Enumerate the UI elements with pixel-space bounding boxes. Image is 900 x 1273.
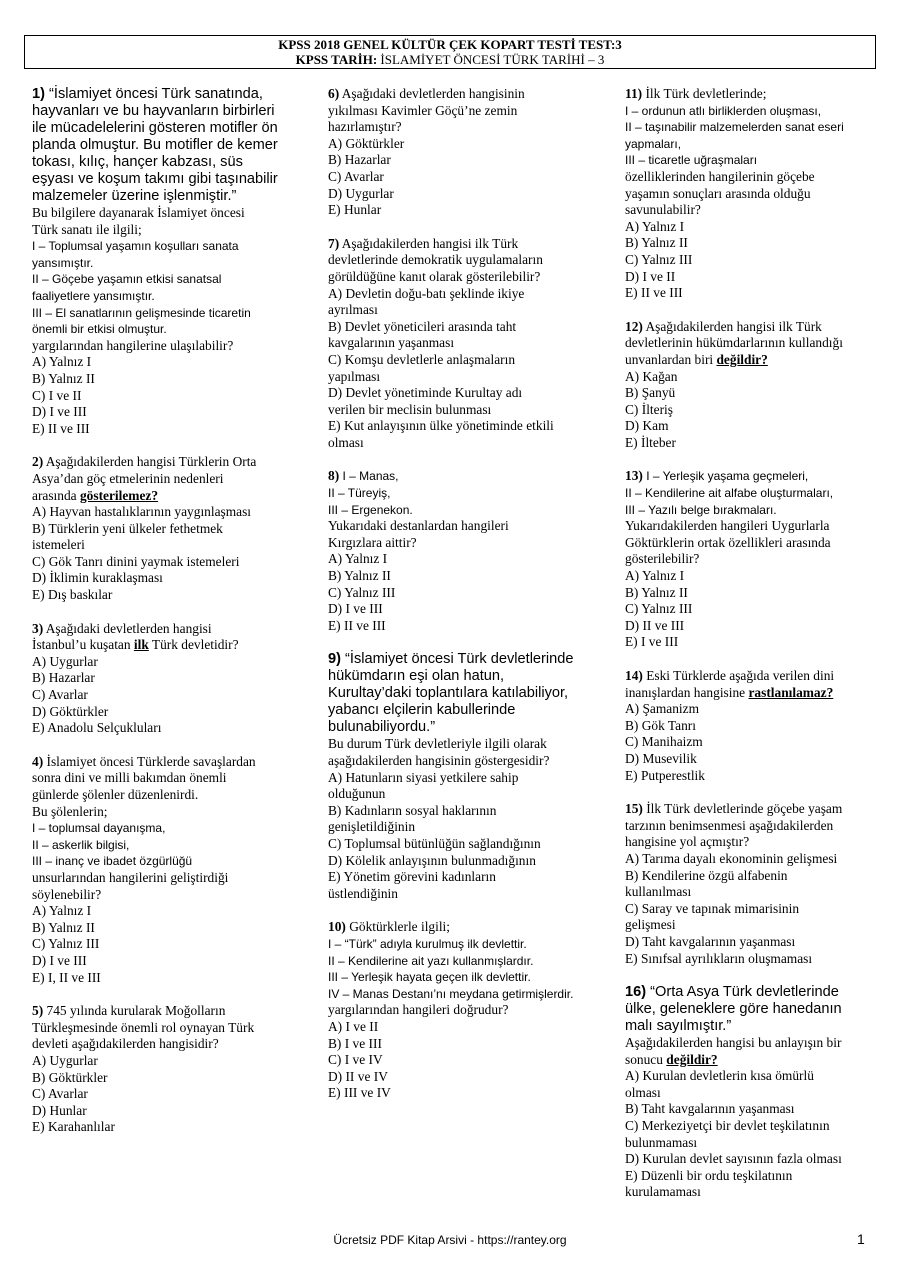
column-1 xyxy=(32,86,304,1153)
option-d[interactable]: D) İklimin kuraklaşması xyxy=(32,570,163,586)
option-c[interactable]: C) İlteriş xyxy=(625,401,673,417)
q16-emphasis: değildir? xyxy=(666,1051,718,1067)
q11-items: I – ordunun atlı birliklerden oluşması, II – taşınabilir malzemelerden sanat eseri yapmaları, III – ticaretle uğraşmaları xyxy=(625,103,844,168)
question-14: 14) Eski Türklerde aşağıda verilen dini inanışlardan hangisine rastlanılamaz? A) Şamanizm B) Gök Tanrı C) Manihaizm D) Musevilik E) Putperestlik xyxy=(625,668,870,784)
option-a[interactable]: A) Şamanizm xyxy=(625,701,700,717)
option-d[interactable]: D) Uygurlar xyxy=(328,185,394,201)
option-e[interactable]: E) Sınıfsal ayrılıkların oluşmaması xyxy=(625,950,813,966)
q1-options xyxy=(32,354,304,437)
option-d[interactable]: D) Kurulan devlet sayısının fazla olması xyxy=(625,1151,842,1167)
q1-items: I – Toplumsal yaşamın koşulları sanata yansımıştır. II – Göçebe yaşamın etkisi sanatsal faaliyetlere yansımıştır. III – El sanatlarının gelişmesinde ticaretin önemli bir etkisi olmuştur. xyxy=(32,239,251,337)
question-16: 16) “Orta Asya Türk devletlerinde ülke, geleneklere göre hanedanın malı sayılmıştır.” Aşağıdakilerden hangisi bu anlayışın bir sonucu değildir? A) Kurulan devletlerin kısa ömürlü olması B) Taht kavgalarının yaşanması C) Merkeziyetçi bir devlet teşkilatının bulunmaması D) Kurulan devlet sayısının fazla olması E) Düzenli bir ordu teşkilatının kurulamaması xyxy=(625,984,870,1201)
option-c[interactable]: C) Yalnız III xyxy=(625,251,693,267)
q2-emphasis: gösterilemez? xyxy=(79,487,159,503)
q13-items: II – Kendilerine ait alfabe oluşturmaları, III – Yazılı belge bırakmaları. xyxy=(625,486,834,517)
option-a[interactable]: A) Uygurlar xyxy=(32,1052,98,1068)
option-c[interactable]: C) Yalnız III xyxy=(625,601,693,617)
question-5: 5) 745 yılında kurularak Moğolların Türkleşmesinde önemli rol oynayan Türk devleti aşağıdakilerden hangisidir? A) Uygurlar B) Göktürkler C) Avarlar D) Hunlar E) Karahanlılar xyxy=(32,1003,304,1136)
question-3: 3) Aşağıdaki devletlerden hangisi İstanbul’u kuşatan ilk Türk devletidir? A) Uygurlar B) Hazarlar C) Avarlar D) Göktürkler E) Anadolu Selçukluları xyxy=(32,621,304,737)
option-b[interactable]: B) I ve III xyxy=(328,1035,382,1051)
option-c[interactable]: C) Manihaizm xyxy=(625,734,703,750)
option-c[interactable]: C) Merkeziyetçi bir devlet teşkilatının xyxy=(625,1118,830,1134)
option-b[interactable]: B) Kendilerine özgü alfabenin xyxy=(625,867,788,883)
option-b[interactable]: B) Gök Tanrı xyxy=(625,717,696,733)
option-c[interactable]: C) I ve IV xyxy=(328,1052,383,1068)
option-d[interactable]: D) Taht kavgalarının yaşanması xyxy=(625,933,796,949)
option-e[interactable]: E) II ve III xyxy=(32,420,90,436)
option-e[interactable]: E) I ve III xyxy=(625,634,679,650)
test-subtitle: KPSS TARİH: İSLAMİYET ÖNCESİ TÜRK TARİHİ – 3 xyxy=(295,52,605,67)
test-header xyxy=(24,35,876,69)
option-b[interactable]: B) Devlet yöneticileri arasında taht xyxy=(328,318,517,334)
option-b[interactable]: B) Yalnız II xyxy=(625,235,688,251)
option-d[interactable]: D) I ve III xyxy=(328,601,383,617)
q1-quote: 1) “İslamiyet öncesi Türk sanatında, hayvanları ve bu hayvanların birbirleri ile mücadelelerini gösteren motifler ön planda olmuştur. Bu motifler de kemer tokası, kılıç, hançer kabzası, süs eşyası ve koşum takımı gibi taşınabilir malzemeler üzerine işlenmiştir.” xyxy=(32,86,278,204)
option-c[interactable]: C) Yalnız III xyxy=(32,936,100,952)
option-b[interactable]: B) Yalnız II xyxy=(32,919,95,935)
option-d[interactable]: D) Hunlar xyxy=(32,1102,87,1118)
option-c[interactable]: C) Avarlar xyxy=(328,168,384,184)
test-title: KPSS 2018 GENEL KÜLTÜR ÇEK KOPART TESTİ TEST:3 xyxy=(278,37,622,52)
option-e[interactable]: E) Anadolu Selçukluları xyxy=(32,720,162,736)
column-2 xyxy=(328,86,578,1119)
option-e[interactable]: E) II ve III xyxy=(328,617,386,633)
q3-emphasis: ilk xyxy=(133,637,149,653)
q1-stem: Bu bilgilere dayanarak İslamiyet öncesi xyxy=(32,205,245,220)
option-b[interactable]: B) Göktürkler xyxy=(32,1069,108,1085)
question-8: 8) I – Manas, II – Türeyiş, III – Ergenekon. Yukarıdaki destanlardan hangileri Kırgızlara aittir? A) Yalnız I B) Yalnız II C) Yalnız III D) I ve III E) II ve III xyxy=(328,468,578,634)
option-a[interactable]: A) Kurulan devletlerin kısa ömürlü xyxy=(625,1068,814,1084)
option-b[interactable]: B) Taht kavgalarının yaşanması xyxy=(625,1101,795,1117)
option-e[interactable]: E) Karahanlılar xyxy=(32,1119,115,1135)
option-d[interactable]: D) I ve II xyxy=(625,268,676,284)
option-b[interactable]: B) Şanyü xyxy=(625,385,676,401)
option-b[interactable]: B) Türklerin yeni ülkeler fethetmek xyxy=(32,520,223,536)
q8-items: II – Türeyiş, III – Ergenekon. xyxy=(328,486,413,517)
q12-emphasis: değildir? xyxy=(716,351,768,367)
option-a[interactable]: A) Yalnız I xyxy=(32,903,92,919)
question-6: 6) Aşağıdaki devletlerden hangisinin yıkılması Kavimler Göçü’ne zemin hazırlamıştır? A) Göktürkler B) Hazarlar C) Avarlar D) Uygurlar E) Hunlar xyxy=(328,86,578,219)
option-c[interactable]: C) Avarlar xyxy=(32,687,88,703)
option-a[interactable]: A) Uygurlar xyxy=(32,653,98,669)
option-e[interactable]: E) I, II ve III xyxy=(32,969,101,985)
q10-items: I – “Türk” adıyla kurulmuş ilk devlettir. II – Kendilerine ait yazı kullanmışlardır. III – Yerleşik hayata geçen ilk devlettir. IV – Manas Destanı’nı meydana getirmişlerdir. xyxy=(328,936,574,1001)
option-d[interactable]: D) Kam xyxy=(625,418,669,434)
option-a[interactable]: A) Hatunların siyasi yetkilere sahip xyxy=(328,769,519,785)
option-e[interactable]: E) Dış baskılar xyxy=(32,587,113,603)
q4-items: I – toplumsal dayanışma, II – askerlik bilgisi, III – inanç ve ibadet özgürlüğü xyxy=(32,821,193,869)
option-a[interactable]: A) Yalnız I xyxy=(328,551,388,567)
question-12: 12) Aşağıdakilerden hangisi ilk Türk devletlerinin hükümdarlarının kullandığı unvanlardan biri değildir? A) Kağan B) Şanyü C) İlteriş D) Kam E) İlteber xyxy=(625,319,870,452)
question-10: 10) Göktürklerle ilgili; I – “Türk” adıyla kurulmuş ilk devlettir. II – Kendilerine ait yazı kullanmışlardır. III – Yerleşik hayata geçen ilk devlettir. IV – Manas Destanı’nı meydana getirmişlerdir. yargılarından hangileri doğrudur? A) I ve II B) I ve III C) I ve IV D) II ve IV E) III ve IV xyxy=(328,919,578,1102)
option-d[interactable]: D) I ve III xyxy=(32,952,87,968)
column-3 xyxy=(625,86,870,1218)
page-number: 1 xyxy=(857,1231,865,1247)
option-c[interactable]: C) I ve II xyxy=(32,387,82,403)
option-c[interactable]: C) Yalnız III xyxy=(328,584,396,600)
option-d[interactable]: D) II ve IV xyxy=(328,1068,388,1084)
option-c[interactable]: C) Gök Tanrı dinini yaymak istemeleri xyxy=(32,553,240,569)
option-a[interactable]: A) I ve II xyxy=(328,1018,379,1034)
question-11: 11) İlk Türk devletlerinde; I – ordunun atlı birliklerden oluşması, II – taşınabilir malzemelerden sanat eseri yapmaları, III – ticaretle uğraşmaları özelliklerinden hangilerinin göçebe yaşamın sonuçları arasında olduğu savunulabilir? A) Yalnız I B) Yalnız II C) Yalnız III D) I ve II E) II ve III xyxy=(625,86,870,302)
option-d[interactable]: D) Göktürkler xyxy=(32,703,109,719)
question-15: 15) İlk Türk devletlerinde göçebe yaşam tarzının benimsenmesi aşağıdakilerden hangisine yol açmıştır? A) Tarıma dayalı ekonominin gelişmesi B) Kendilerine özgü alfabenin kullanılması C) Saray ve tapınak mimarisinin gelişmesi D) Taht kavgalarının yaşanması E) Sınıfsal ayrılıkların oluşmaması xyxy=(625,801,870,967)
option-d[interactable]: D) II ve III xyxy=(625,617,685,633)
question-2: 2) Aşağıdakilerden hangisi Türklerin Orta Asya’dan göç etmelerinin nedenleri arasında gösterilemez? A) Hayvan hastalıklarının yaygınlaşması B) Türklerin yeni ülkeler fethetmek istemeleri C) Gök Tanrı dinini yaymak istemeleri D) İklimin kuraklaşması E) Dış baskılar xyxy=(32,454,304,603)
question-13: 13) I – Yerleşik yaşama geçmeleri, II – Kendilerine ait alfabe oluşturmaları, III – Yazılı belge bırakmaları. Yukarıdakilerden hangileri Uygurlarla Göktürklerin ortak özellikleri arasında gösterilebilir? A) Yalnız I B) Yalnız II C) Yalnız III D) II ve III E) I ve III xyxy=(625,468,870,651)
option-b[interactable]: B) Hazarlar xyxy=(328,152,391,168)
option-b[interactable]: B) Kadınların sosyal haklarının xyxy=(328,802,497,818)
option-a[interactable]: A) Tarıma dayalı ekonominin gelişmesi xyxy=(625,850,838,866)
option-e[interactable]: E) Hunlar xyxy=(328,202,382,218)
option-a[interactable]: A) Hayvan hastalıklarının yaygınlaşması xyxy=(32,504,252,520)
question-4: 4) İslamiyet öncesi Türklerde savaşlardan sonra dini ve milli bakımdan önemli günlerde şölenler düzenlenirdi. Bu şölenlerin; I – toplumsal dayanışma, II – askerlik bilgisi, III – inanç ve ibadet özgürlüğü unsurlarından hangilerini geliştirdiği söylenebilir? A) Yalnız I B) Yalnız II C) Yalnız III D) I ve III E) I, II ve III xyxy=(32,754,304,986)
q9-quote: 9) “İslamiyet öncesi Türk devletlerinde hükümdarın eşi olan hatun, Kurultay’daki toplantılara katılabiliyor, yabancı elçilerin kabullerinde bulunabiliyordu.” xyxy=(328,651,574,736)
option-d[interactable]: D) Musevilik xyxy=(625,750,697,766)
option-b[interactable]: B) Yalnız II xyxy=(328,568,391,584)
option-e[interactable]: E) Putperestlik xyxy=(625,767,705,783)
option-e[interactable]: E) Düzenli bir ordu teşkilatının xyxy=(625,1167,793,1183)
option-d[interactable]: D) Kölelik anlayışının bulunmadığının xyxy=(328,852,536,868)
option-b[interactable]: B) Hazarlar xyxy=(32,670,95,686)
option-c[interactable]: C) Saray ve tapınak mimarisinin xyxy=(625,900,800,916)
option-d[interactable]: D) I ve III xyxy=(32,404,87,420)
question-1: 1) “İslamiyet öncesi Türk sanatında, hayvanları ve bu hayvanların birbirleri ile mücadelelerini gösteren motifler ön planda olmuştur. Bu motifler de kemer tokası, kılıç, hançer kabzası, süs eşyası ve koşum takımı gibi taşınabilir malzemeler üzerine işlenmiştir.” Bu bilgilere dayanarak İslamiyet öncesi Türk sanatı ile ilgili; I – Toplumsal yaşamın koşulları sanata yansımıştır. II – Göçebe yaşamın etkisi sanatsal faaliyetlere yansımıştır. III – El sanatlarının gelişmesinde ticaretin önemli bir etkisi olmuştur. yargılarından hangilerine ulaşılabilir? A) Yalnız I B) Yalnız II C) I ve II D) I ve III E) II ve III xyxy=(32,86,304,437)
option-c[interactable]: C) Avarlar xyxy=(32,1086,88,1102)
option-c[interactable]: C) Komşu devletlerle anlaşmaların xyxy=(328,351,516,367)
option-a[interactable]: A) Yalnız I xyxy=(625,218,685,234)
option-e[interactable]: E) Yönetim görevini kadınların xyxy=(328,869,496,885)
option-c[interactable]: C) Toplumsal bütünlüğün sağlandığının xyxy=(328,835,541,851)
option-a[interactable]: A) Yalnız I xyxy=(32,354,92,370)
option-a[interactable]: A) Yalnız I xyxy=(625,568,685,584)
option-a[interactable]: A) Devletin doğu-batı şeklinde ikiye xyxy=(328,285,525,301)
option-b[interactable]: B) Yalnız II xyxy=(625,584,688,600)
question-7: 7) Aşağıdakilerden hangisi ilk Türk devletlerinde demokratik uygulamaların görüldüğüne kanıt olarak gösterilebilir? A) Devletin doğu-batı şeklinde ikiye ayrılması B) Devlet yöneticileri arasında taht kavgalarının yaşanması C) Komşu devletlerle anlaşmaların yapılması D) Devlet yönetiminde Kurultay adı verilen bir meclisin bulunması E) Kut anlayışının ülke yönetiminde etkili olması xyxy=(328,236,578,452)
option-e[interactable]: E) Kut anlayışının ülke yönetiminde etkili xyxy=(328,418,554,434)
option-e[interactable]: E) III ve IV xyxy=(328,1085,391,1101)
option-b[interactable]: B) Yalnız II xyxy=(32,370,95,386)
option-e[interactable]: E) II ve III xyxy=(625,285,683,301)
option-a[interactable]: A) Kağan xyxy=(625,368,678,384)
option-a[interactable]: A) Göktürkler xyxy=(328,135,405,151)
option-d[interactable]: D) Devlet yönetiminde Kurultay adı xyxy=(328,385,523,401)
option-e[interactable]: E) İlteber xyxy=(625,434,676,450)
q14-emphasis: rastlanılamaz? xyxy=(748,684,834,700)
question-9: 9) “İslamiyet öncesi Türk devletlerinde hükümdarın eşi olan hatun, Kurultay’daki toplantılara katılabiliyor, yabancı elçilerin kabullerinde bulunabiliyordu.” Bu durum Türk devletleriyle ilgili olarak aşağıdakilerden hangisinin göstergesidir? A) Hatunların siyasi yetkilere sahip olduğunun B) Kadınların sosyal haklarının genişletildiğinin C) Toplumsal bütünlüğün sağlandığının D) Kölelik anlayışının bulunmadığının E) Yönetim görevini kadınların üstlendiğinin xyxy=(328,651,578,902)
footer-text: Ücretsiz PDF Kitap Arsivi - https://rantey.org xyxy=(333,1233,567,1247)
q16-quote: 16) “Orta Asya Türk devletlerinde ülke, geleneklere göre hanedanın malı sayılmıştır.” xyxy=(625,984,842,1035)
